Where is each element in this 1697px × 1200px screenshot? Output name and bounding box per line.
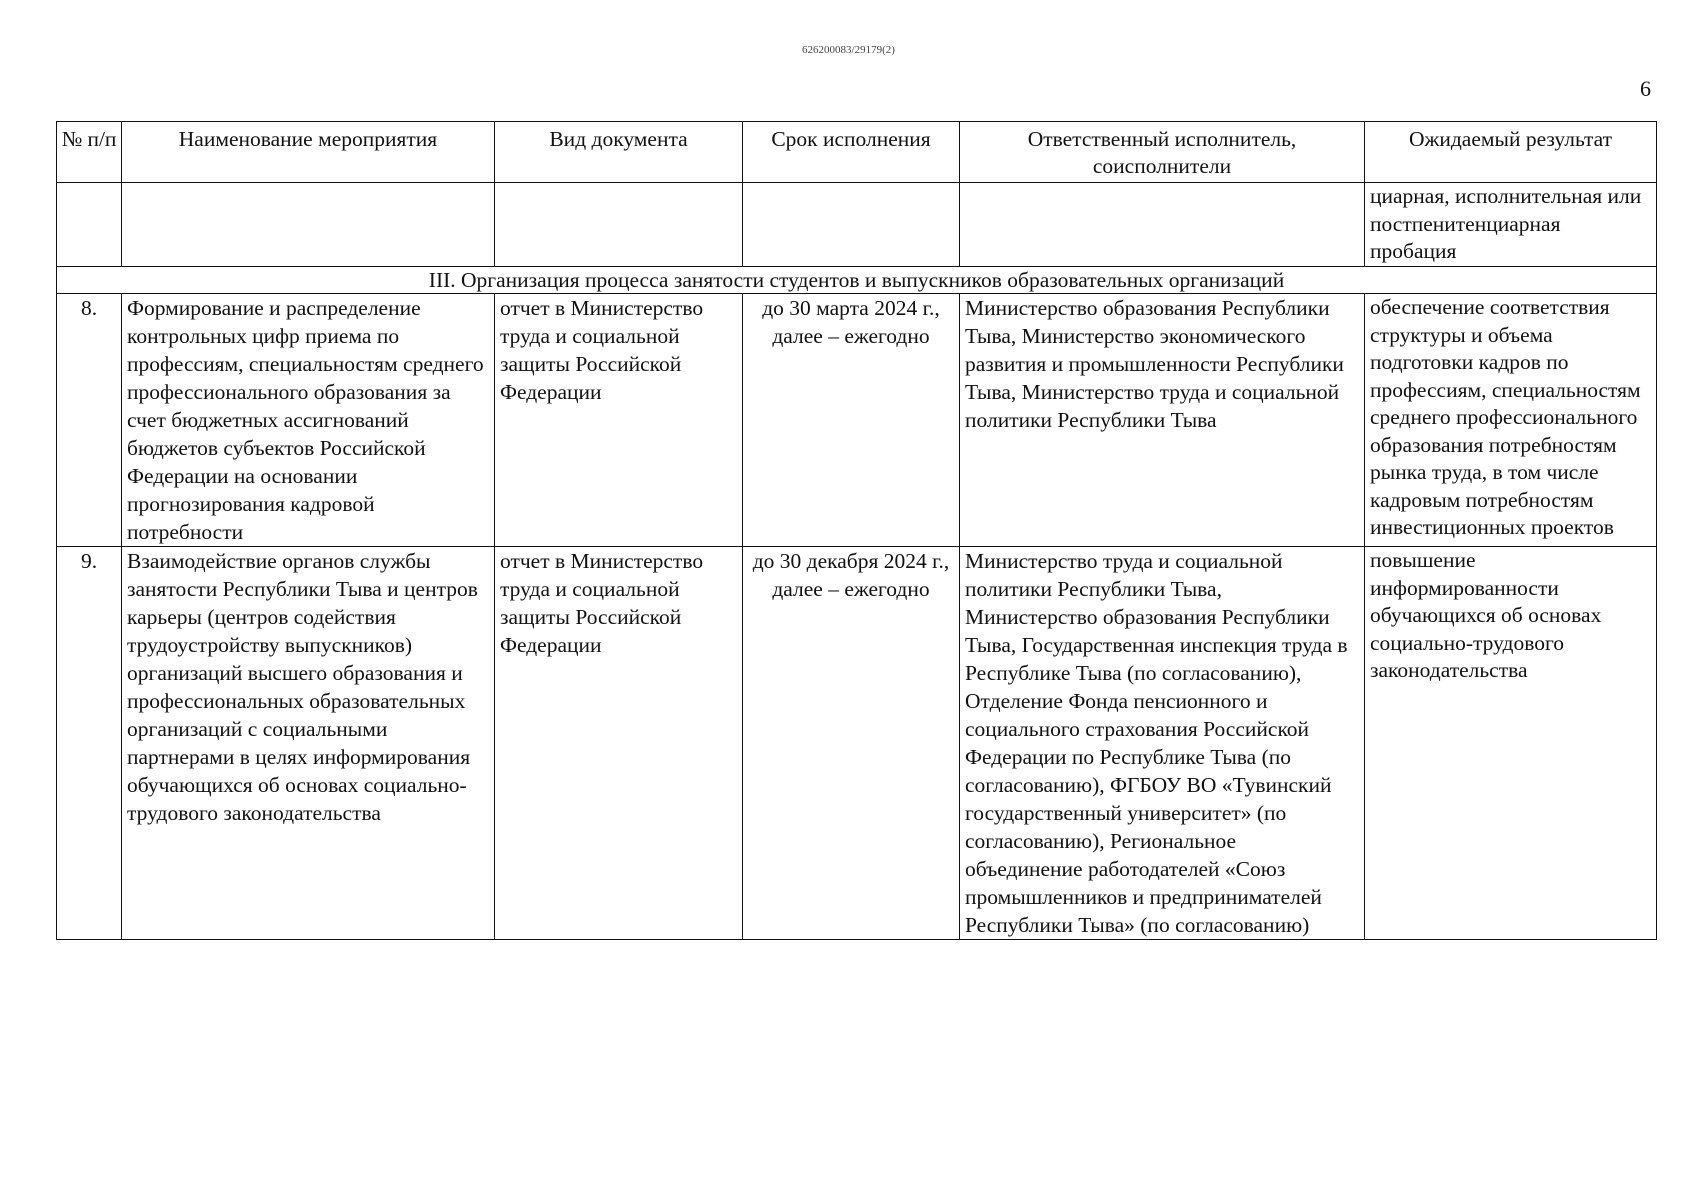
continuation-row	[57, 183, 1657, 267]
header-expected-result: Ожидаемый результат	[1365, 122, 1657, 183]
expected-result: обеспечение соответствия структуры и объема подготовки кадров по профессиям, специальностям среднего профессионального образования потребностям рынка труда, в том числе кадровым потребностям инвестиционных проектов	[1365, 294, 1657, 547]
row-number: 9.	[57, 547, 122, 940]
header-number: № п/п	[57, 122, 122, 183]
continuation-result: циарная, исполнительная или постпенитенциарная пробация	[1365, 183, 1657, 267]
header-document-type: Вид документа	[495, 122, 743, 183]
empty-cell	[495, 183, 743, 267]
document-type: отчет в Министерство труда и социальной защиты Российской Федерации	[495, 547, 743, 940]
deadline: до 30 декабря 2024 г., далее – ежегодно	[743, 547, 960, 940]
table-row	[57, 547, 1657, 940]
empty-cell	[122, 183, 495, 267]
table-row	[57, 294, 1657, 547]
document-type: отчет в Министерство труда и социальной защиты Российской Федерации	[495, 294, 743, 547]
responsible: Министерство образования Республики Тыва, Министерство экономического развития и промышленности Республики Тыва, Министерство труда и социальной политики Республики Тыва	[960, 294, 1365, 547]
event-name: Формирование и распределение контрольных цифр приема по профессиям, специальностям среднего профессионального образования за счет бюджетных ассигнований бюджетов субъектов Российской Федерации на основании прогнозирования кадровой потребности	[122, 294, 495, 547]
header-row	[57, 122, 1657, 183]
section-title: III. Организация процесса занятости студентов и выпускников образовательных организаций	[57, 267, 1657, 294]
empty-cell	[743, 183, 960, 267]
header-responsible: Ответственный исполнитель, соисполнители	[960, 122, 1365, 183]
action-plan-table	[56, 121, 1657, 940]
document-id: 626200083/29179(2)	[802, 44, 895, 56]
empty-cell	[960, 183, 1365, 267]
deadline: до 30 марта 2024 г., далее – ежегодно	[743, 294, 960, 547]
responsible: Министерство труда и социальной политики Республики Тыва, Министерство образования Республики Тыва, Государственная инспекция труда в Республике Тыва (по согласованию), Отделение Фонда пенсионного и социального страхования Российской Федерации по Республике Тыва (по согласованию), ФГБОУ ВО «Тувинский государственный университет» (по согласованию), Региональное объединение работодателей «Союз промышленников и предпринимателей Республики Тыва» (по согласованию)	[960, 547, 1365, 940]
event-name: Взаимодействие органов службы занятости Республики Тыва и центров карьеры (центров содействия трудоустройству выпускников) организаций высшего образования и профессиональных образовательных организаций с социальными партнерами в целях информирования обучающихся об основах социально-трудового законодательства	[122, 547, 495, 940]
empty-cell	[57, 183, 122, 267]
header-deadline: Срок исполнения	[743, 122, 960, 183]
row-number: 8.	[57, 294, 122, 547]
page-number: 6	[1640, 76, 1651, 101]
expected-result: повышение информированности обучающихся об основах социально-трудового законодательства	[1365, 547, 1657, 940]
header-event-name: Наименование мероприятия	[122, 122, 495, 183]
section-row	[57, 267, 1657, 294]
